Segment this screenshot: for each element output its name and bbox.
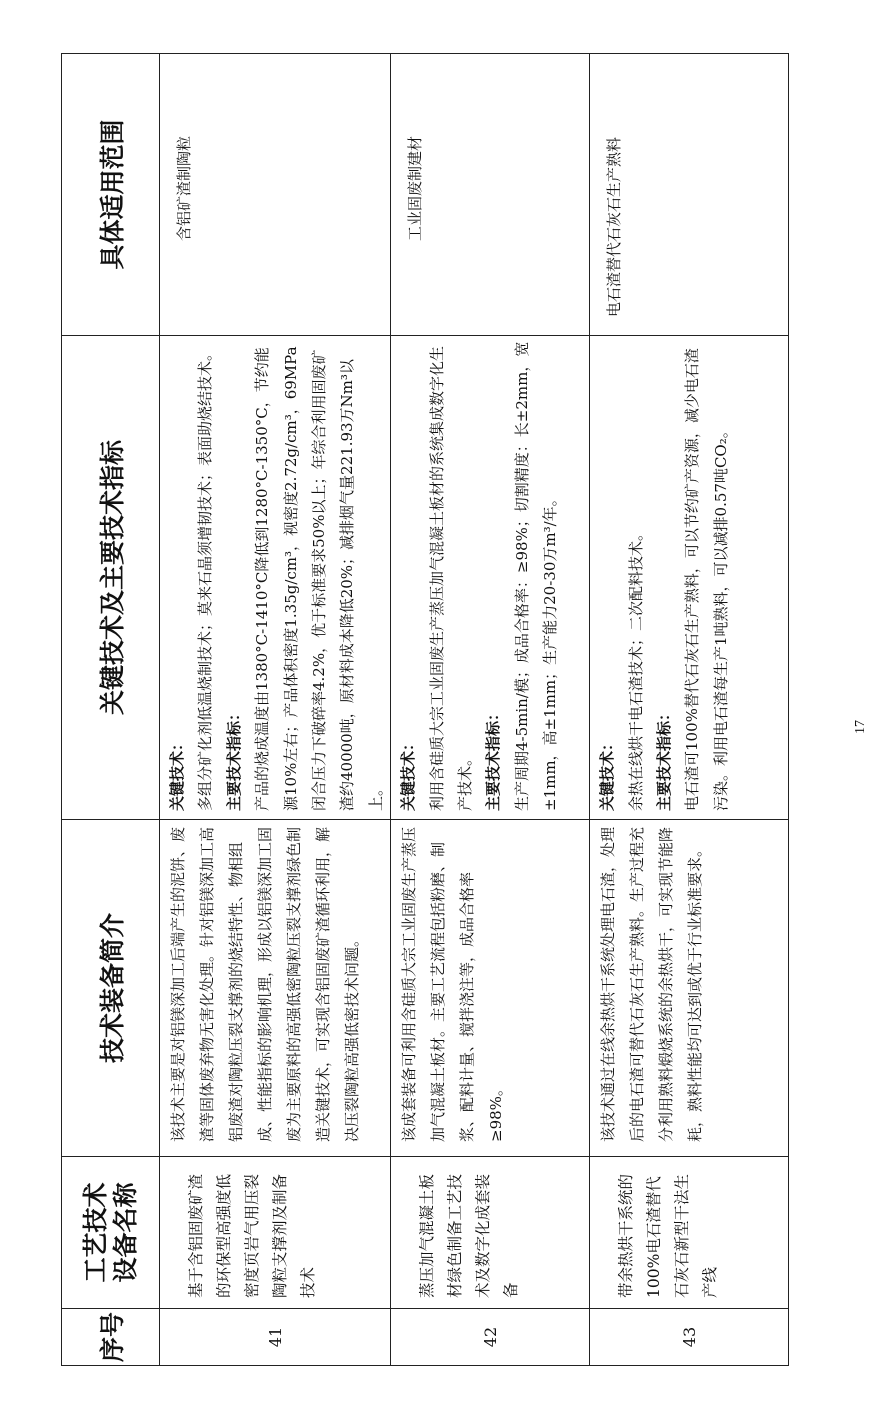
table-row: [590, 54, 789, 1366]
table-row: [391, 54, 590, 1366]
row-intro: 该技术通过在线余热烘干系统处理电石渣，处理后的电石渣可替代石灰石生产熟料。生产过程充分利用熟料煅烧系统的余热烘干，可实现节能降耗，熟料性能均可达到或优于行业标准要求。: [590, 820, 789, 1157]
row-key: [391, 336, 590, 820]
row-name: 基于含铝固废矿渣的环保型高强度低密度页岩气用压裂陶粒支撑剂及制备技术: [160, 1157, 391, 1309]
row-name: 蒸压加气混凝土板材绿色制备工艺技术及数字化成套装备: [391, 1157, 590, 1309]
row-scope: 电石渣替代石灰石生产熟料: [590, 54, 789, 336]
indicators-text: 产品的烧成温度由1380°C-1410°C降低到1280°C-1350°C，节约能源10%左右；产品体积密度1.35g/cm³，视密度2.72g/cm³，69MPa闭合压力下破碎率4.2%，优于标准要求50%以上；年综合利用固废矿渣约40000吨，原材料成本降低20%；减排烟气量221.93万Nm³以上。: [253, 346, 385, 811]
row-scope: 工业固废制建材: [391, 54, 590, 336]
header-name-line1: 工艺技术: [80, 1182, 110, 1283]
table-row: [160, 54, 391, 1366]
indicators-label: 主要技术指标：: [224, 705, 243, 811]
header-name-line2: 设备名称: [110, 1182, 140, 1283]
key-tech-text: 多组分矿化剂低温烧制技术；莫来石晶须增韧技术；表面助烧结技术。: [196, 345, 215, 811]
indicators-text: 电石渣可100%替代石灰石生产熟料，可以节约矿产资源，减少电石渣污染。利用电石渣每生产1吨熟料，可以减排0.57吨CO₂。: [683, 348, 730, 811]
technology-table: [61, 53, 789, 1366]
page-number: 17: [853, 720, 868, 734]
header-key: 关键技术及主要技术指标: [62, 336, 160, 820]
indicators-label: 主要技术指标：: [655, 705, 674, 811]
row-index: 42: [391, 1309, 590, 1366]
header-scope: 具体适用范围: [62, 54, 160, 336]
header-name: [62, 1157, 160, 1309]
key-tech-label: 关键技术：: [168, 735, 186, 811]
indicators-text: 生产周期4-5min/模；成品合格率：≥98%；切割精度：长±2mm，宽±1mm，高±1mm；生产能力20-30万m³/年。: [512, 341, 560, 811]
key-tech-text: 利用含硅质大宗工业固废生产蒸压加气混凝土板材的系统集成数字化生产技术。: [427, 345, 475, 811]
header-row: [62, 54, 160, 1366]
key-tech-label: 关键技术：: [598, 735, 617, 811]
row-intro: 该技术主要是对铝镁深加工后端产生的泥饼、废渣等固体废弃物无害化处理。针对铝镁深加工高铝废渣对陶粒压裂支撑剂的烧结特性、物相组成、性能指标的影响机理，形成以铝镁深加工固废为主要原料的高强低密陶粒压裂支撑剂绿色制造关键技术，可实现含铝固废矿渣循环利用，解决压裂陶粒高强低密技术问题。: [160, 820, 391, 1157]
key-tech-text: 余热在线烘干电石渣技术；二次配料技术。: [626, 525, 645, 811]
header-index: 序号: [62, 1309, 160, 1366]
row-index: 43: [590, 1309, 789, 1366]
row-key: [590, 336, 789, 820]
row-name: 带余热烘干系统的100%电石渣替代石灰石新型干法生产线: [590, 1157, 789, 1309]
indicators-label: 主要技术指标：: [484, 705, 503, 811]
row-index: 41: [160, 1309, 391, 1366]
row-scope: 含铝矿渣制陶粒: [160, 54, 391, 336]
row-intro: 该成套装备可利用含硅质大宗工业固废生产蒸压加气混凝土板材。主要工艺流程包括粉磨、制浆、配料计量、搅拌浇注等，成品合格率≥98%。: [391, 820, 590, 1157]
row-key: [160, 336, 391, 820]
key-tech-label: 关键技术：: [399, 735, 418, 811]
header-intro: 技术装备简介: [62, 820, 160, 1157]
